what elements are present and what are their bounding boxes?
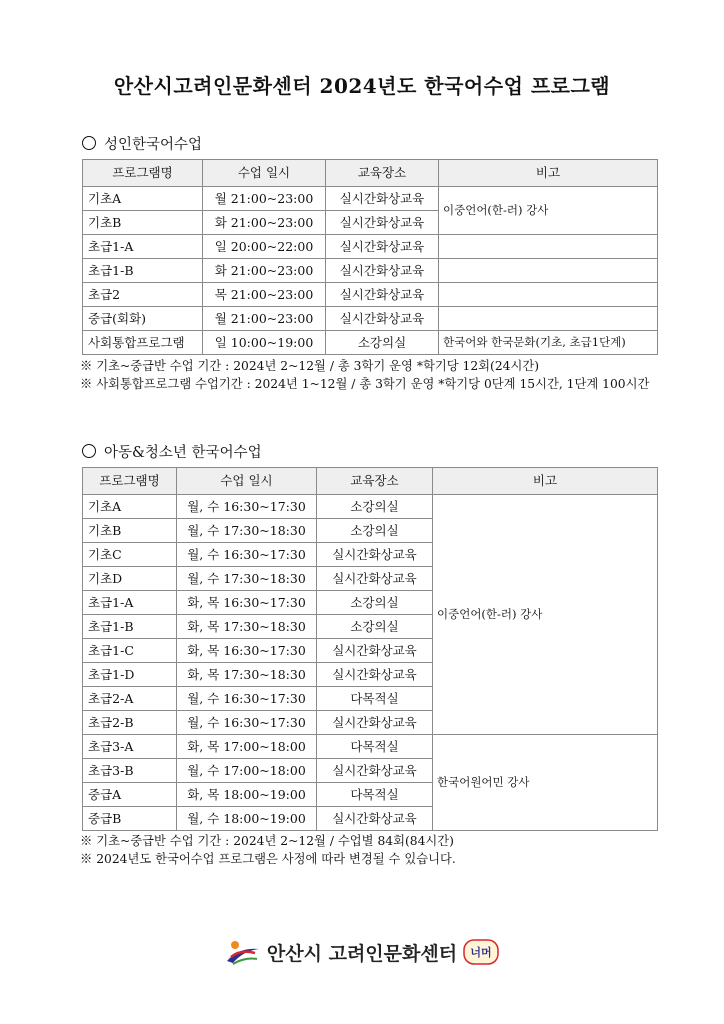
table-row: [83, 283, 658, 307]
adult-note-social: ※ 사회통합프로그램 수업기간 : 2024년 1~12월 / 총 3학기 운영 *학기당 0단계 15시간, 1단계 100시간: [80, 377, 650, 391]
place-cell: 실시간화상교육: [317, 543, 433, 567]
program-cell: 중급(회화): [83, 307, 203, 331]
time-cell: 월, 수 17:30~18:30: [177, 567, 317, 591]
place-cell: 다목적실: [317, 735, 433, 759]
youth-section-heading: [82, 441, 262, 462]
place-cell: 다목적실: [317, 687, 433, 711]
remark-cell: 한국어원어민 강사: [433, 735, 658, 831]
youth-note-change: ※ 2024년도 한국어수업 프로그램은 사정에 따라 변경될 수 있습니다.: [80, 852, 456, 866]
remark-cell: [439, 283, 658, 307]
table-row: [83, 735, 658, 759]
youth-notes: [80, 832, 660, 868]
center-emblem-icon: [225, 937, 261, 967]
program-cell: 초급2: [83, 283, 203, 307]
place-cell: 다목적실: [317, 783, 433, 807]
header-remark: 비고: [439, 160, 658, 187]
program-cell: 초급2-B: [83, 711, 177, 735]
place-cell: 실시간화상교육: [326, 307, 439, 331]
time-cell: 월, 수 16:30~17:30: [177, 495, 317, 519]
youth-schedule-table: [82, 467, 658, 831]
time-cell: 월, 수 16:30~17:30: [177, 687, 317, 711]
adult-schedule-table: [82, 159, 658, 355]
youth-note-period: ※ 기초~중급반 수업 기간 : 2024년 2~12월 / 수업별 84회(84시간): [80, 834, 454, 848]
header-place: 교육장소: [326, 160, 439, 187]
time-cell: 월 21:00~23:00: [203, 187, 326, 211]
program-cell: 초급1-A: [83, 235, 203, 259]
table-row: [83, 235, 658, 259]
table-row: [83, 331, 658, 355]
program-cell: 초급1-A: [83, 591, 177, 615]
time-cell: 화, 목 17:30~18:30: [177, 663, 317, 687]
adult-note-period: ※ 기초~중급반 수업 기간 : 2024년 2~12월 / 총 3학기 운영 *학기당 12회(24시간): [80, 359, 540, 373]
time-cell: 월, 수 17:30~18:30: [177, 519, 317, 543]
table-row: [83, 307, 658, 331]
time-cell: 일 20:00~22:00: [203, 235, 326, 259]
center-logo-text: 안산시 고려인문화센터: [266, 942, 458, 965]
adult-notes: [80, 357, 660, 393]
time-cell: 화, 목 16:30~17:30: [177, 591, 317, 615]
program-cell: 초급1-C: [83, 639, 177, 663]
place-cell: 실시간화상교육: [326, 211, 439, 235]
table-row: [83, 495, 658, 519]
program-cell: 기초B: [83, 211, 203, 235]
time-cell: 월, 수 16:30~17:30: [177, 711, 317, 735]
place-cell: 소강의실: [317, 615, 433, 639]
place-cell: 실시간화상교육: [317, 567, 433, 591]
place-cell: 실시간화상교육: [317, 639, 433, 663]
header-remark: 비고: [433, 468, 658, 495]
time-cell: 목 21:00~23:00: [203, 283, 326, 307]
place-cell: 실시간화상교육: [317, 759, 433, 783]
program-cell: 초급1-B: [83, 259, 203, 283]
remark-cell: [439, 307, 658, 331]
adult-heading-text: 성인한국어수업: [104, 137, 203, 153]
time-cell: 화, 목 17:00~18:00: [177, 735, 317, 759]
header-program: 프로그램명: [83, 468, 177, 495]
badge-text: 너머: [470, 946, 492, 959]
table-header-row: [83, 160, 658, 187]
table-header-row: [83, 468, 658, 495]
remark-cell: [439, 235, 658, 259]
remark-cell: 이중언어(한-러) 강사: [439, 187, 658, 235]
program-cell: 중급A: [83, 783, 177, 807]
program-cell: 사회통합프로그램: [83, 331, 203, 355]
time-cell: 월, 수 18:00~19:00: [177, 807, 317, 831]
time-cell: 화 21:00~23:00: [203, 211, 326, 235]
program-cell: 초급3-B: [83, 759, 177, 783]
table-row: [83, 187, 658, 211]
time-cell: 화, 목 17:30~18:30: [177, 615, 317, 639]
time-cell: 화, 목 16:30~17:30: [177, 639, 317, 663]
table-row: [83, 259, 658, 283]
neomeo-badge-icon: [463, 939, 499, 965]
time-cell: 일 10:00~19:00: [203, 331, 326, 355]
header-time: 수업 일시: [177, 468, 317, 495]
circle-bullet-icon: [82, 444, 96, 458]
remark-cell: 한국어와 한국문화(기초, 초급1단계): [439, 331, 658, 355]
time-cell: 월, 수 16:30~17:30: [177, 543, 317, 567]
program-cell: 기초D: [83, 567, 177, 591]
program-cell: 초급1-D: [83, 663, 177, 687]
place-cell: 소강의실: [317, 591, 433, 615]
adult-section-heading: [82, 133, 202, 154]
place-cell: 실시간화상교육: [326, 283, 439, 307]
place-cell: 소강의실: [317, 495, 433, 519]
remark-cell: 이중언어(한-러) 강사: [433, 495, 658, 735]
place-cell: 소강의실: [317, 519, 433, 543]
header-program: 프로그램명: [83, 160, 203, 187]
time-cell: 화 21:00~23:00: [203, 259, 326, 283]
program-cell: 초급3-A: [83, 735, 177, 759]
footer-logo: [0, 932, 724, 972]
page-title: 안산시고려인문화센터 2024년도 한국어수업 프로그램: [113, 74, 611, 98]
program-cell: 기초A: [83, 495, 177, 519]
place-cell: 실시간화상교육: [317, 663, 433, 687]
program-cell: 기초A: [83, 187, 203, 211]
program-cell: 기초B: [83, 519, 177, 543]
header-time: 수업 일시: [203, 160, 326, 187]
place-cell: 실시간화상교육: [326, 235, 439, 259]
circle-bullet-icon: [82, 136, 96, 150]
program-cell: 기초C: [83, 543, 177, 567]
place-cell: 실시간화상교육: [326, 187, 439, 211]
time-cell: 화, 목 18:00~19:00: [177, 783, 317, 807]
time-cell: 월 21:00~23:00: [203, 307, 326, 331]
place-cell: 실시간화상교육: [326, 259, 439, 283]
place-cell: 실시간화상교육: [317, 807, 433, 831]
program-cell: 중급B: [83, 807, 177, 831]
youth-heading-text: 아동&청소년 한국어수업: [104, 445, 262, 461]
header-place: 교육장소: [317, 468, 433, 495]
time-cell: 월, 수 17:00~18:00: [177, 759, 317, 783]
remark-cell: [439, 259, 658, 283]
place-cell: 실시간화상교육: [317, 711, 433, 735]
program-cell: 초급2-A: [83, 687, 177, 711]
program-cell: 초급1-B: [83, 615, 177, 639]
place-cell: 소강의실: [326, 331, 439, 355]
